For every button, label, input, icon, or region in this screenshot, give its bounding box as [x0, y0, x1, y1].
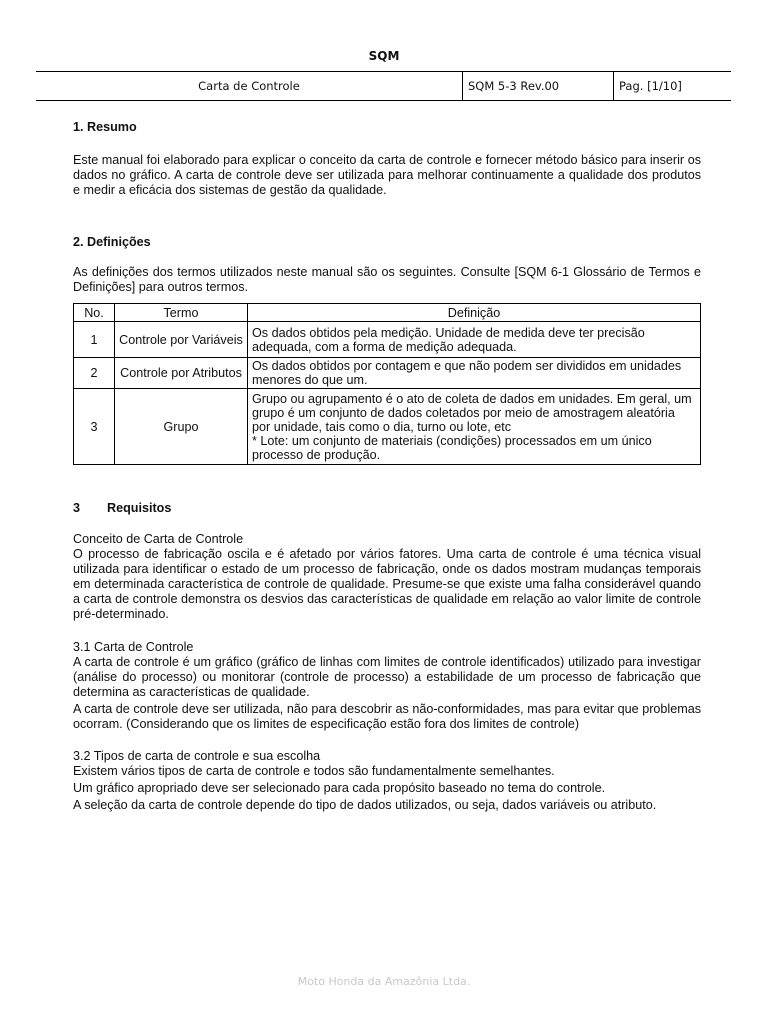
row-number: 3	[74, 389, 115, 465]
column-header-term: Termo	[115, 304, 248, 322]
document-header-table	[36, 71, 731, 101]
row-definition-note: * Lote: um conjunto de materiais (condições) processados em um único processo de produção.	[252, 433, 652, 462]
definicoes-paragraph: As definições dos termos utilizados neste manual são os seguintes. Consulte [SQM 6-1 Glossário de Termos e Definições] para outros termos.	[73, 265, 701, 294]
row-term: Controle por Atributos	[115, 358, 248, 389]
subsection-3-2-line-2: Um gráfico apropriado deve ser selecionado para cada propósito baseado no tema do controle.	[73, 781, 606, 795]
row-definition-cell	[248, 389, 701, 465]
section-resumo-heading: 1. Resumo	[73, 120, 137, 134]
document-body	[73, 120, 701, 813]
subsection-3-1-paragraph-1: A carta de controle é um gráfico (gráfico de linhas com limites de controle identificados) utilizado para investigar (análise do processo) ou monitorar (controle de processo) a estabilidade de um processo de fabricação que determina as características de qualidade.	[73, 655, 701, 699]
row-definition: Os dados obtidos por contagem e que não podem ser divididos em unidades menores do que um.	[248, 358, 701, 389]
row-definition: Grupo ou agrupamento é o ato de coleta de dados em unidades. Em geral, um grupo é um conjunto de dados coletados por meio de amostragem aleatória por unidade, tais como o dia, turno ou lote, etc	[252, 391, 692, 434]
section-number: 3	[73, 501, 81, 515]
document-name: Carta de Controle	[198, 79, 300, 93]
page-number: Pag. [1/10]	[613, 72, 731, 100]
column-header-definition: Definição	[248, 304, 701, 322]
table-header-row	[74, 304, 701, 322]
section-title: Requisitos	[107, 501, 172, 515]
subsection-3-1-paragraph-2: A carta de controle deve ser utilizada, não para descobrir as não-conformidades, mas para evitar que problemas ocorram. (Considerando que os limites de especificação estão fora dos limites de controle)	[73, 702, 701, 731]
table-row	[74, 389, 701, 465]
subsection-3-2-line-3: A seleção da carta de controle depende do tipo de dados utilizados, ou seja, dados variáveis ou atributo.	[73, 798, 657, 812]
row-term: Grupo	[115, 389, 248, 465]
row-number: 2	[74, 358, 115, 389]
table-row	[74, 322, 701, 358]
footer-company: Moto Honda da Amazônia Ltda.	[297, 975, 471, 988]
concept-paragraph: O processo de fabricação oscila e é afetado por vários fatores. Uma carta de controle é uma técnica visual utilizada para identificar o estado de um processo de fabricação, onde os dados mostram mudanças temporais em determinada característica de controle de qualidade. Presume-se que existe uma falha considerável quando a carta de controle demonstra os desvios das características de qualidade em relação ao valor limite de controle pré-determinado.	[73, 547, 701, 621]
concept-title: Conceito de Carta de Controle	[73, 532, 244, 546]
table-row	[74, 358, 701, 389]
resumo-paragraph: Este manual foi elaborado para explicar o conceito da carta de controle e fornecer método básico para inserir os dados no gráfico. A carta de controle deve ser utilizada para melhorar continuamente a qualidade dos produtos e medir a eficácia dos sistemas de gestão da qualidade.	[73, 153, 701, 197]
row-definition: Os dados obtidos pela medição. Unidade de medida deve ter precisão adequada, com a forma de medição adequada.	[248, 322, 701, 358]
row-number: 1	[74, 322, 115, 358]
section-definicoes-heading: 2. Definições	[73, 235, 151, 249]
row-term: Controle por Variáveis	[115, 322, 248, 358]
subsection-3-2-title: 3.2 Tipos de carta de controle e sua escolha	[73, 749, 321, 763]
definitions-table	[73, 303, 701, 465]
subsection-3-1-title: 3.1 Carta de Controle	[73, 640, 194, 654]
column-header-no: No.	[74, 304, 115, 322]
section-requisitos-heading	[73, 501, 701, 516]
document-header-title: SQM	[368, 49, 400, 63]
subsection-3-2-line-1: Existem vários tipos de carta de controle e todos são fundamentalmente semelhantes.	[73, 764, 555, 778]
document-code: SQM 5-3 Rev.00	[462, 72, 613, 100]
